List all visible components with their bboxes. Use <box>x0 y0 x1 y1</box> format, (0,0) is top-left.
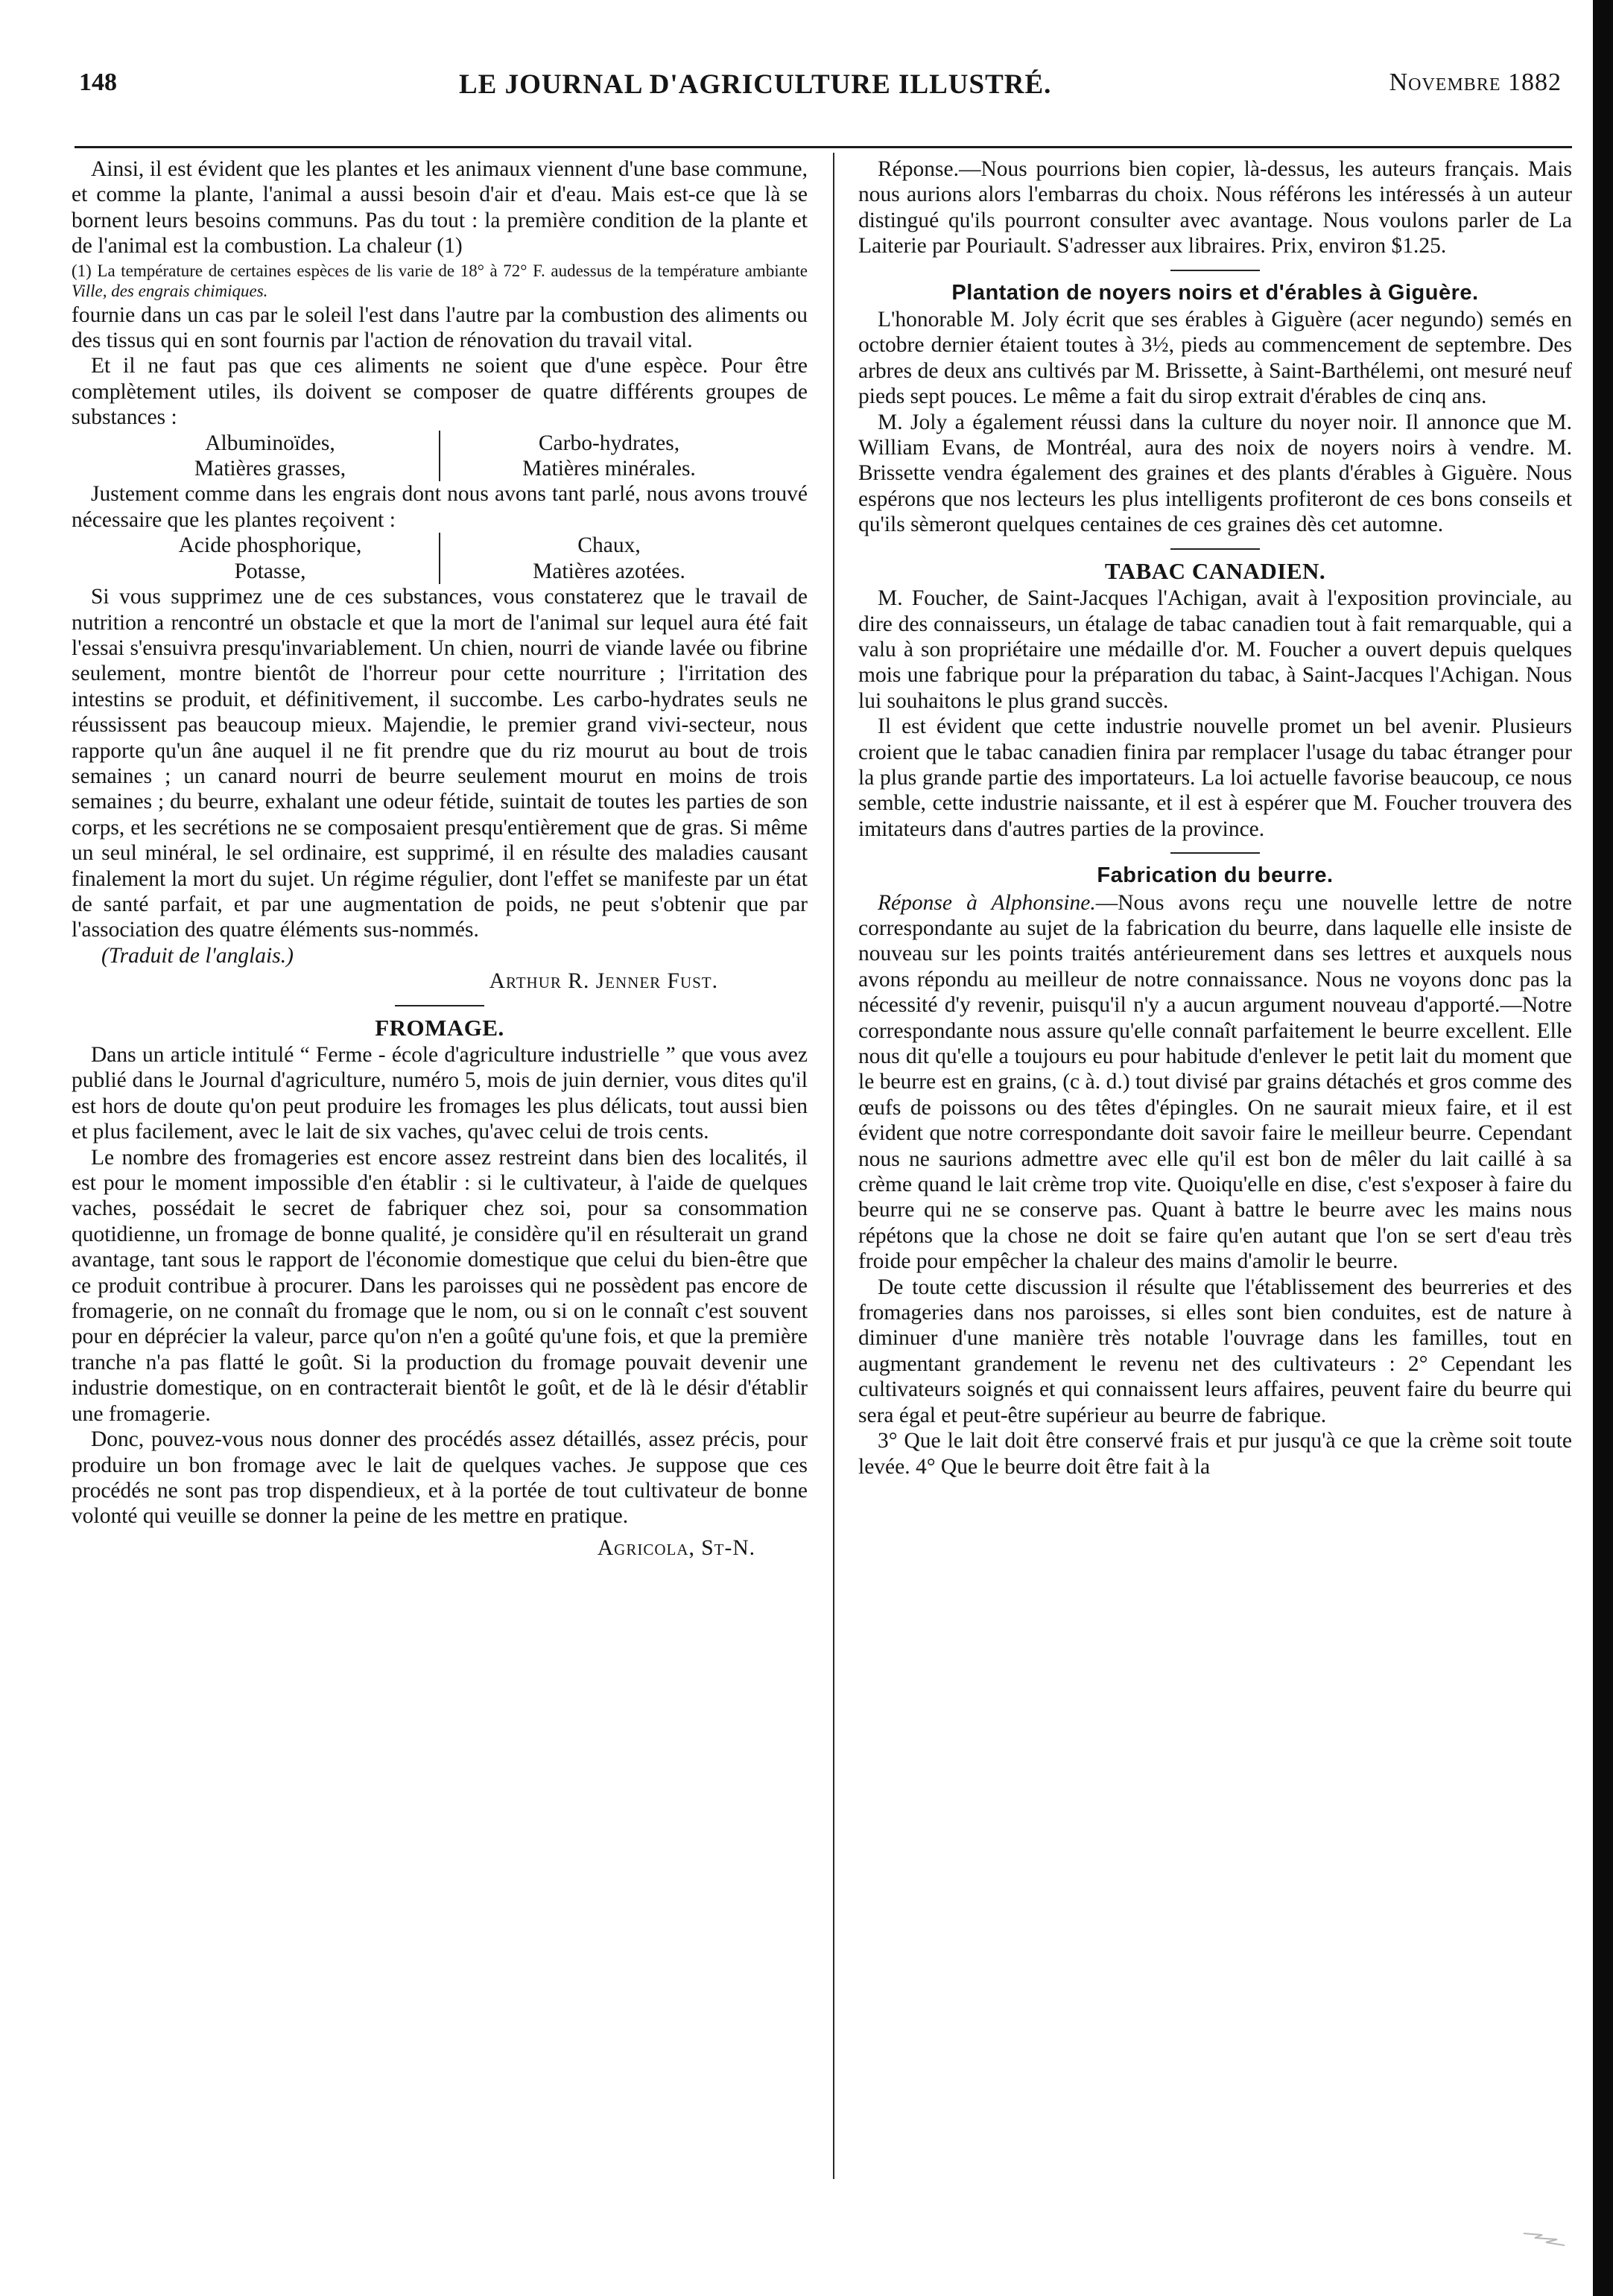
paragraph: M. Joly a également réussi dans la culture du noyer noir. Il annonce que M. William Evans, de Montréal, aura des noix de noyers noirs à vendre. M. Brissette vendra également des graines et des plants d'érables à Giguère. Nous espérons que nos lecteurs les plus intelligents profiteront de ces bons conseils et qu'ils sèmeront quelques centaines de ces graines dès cet automne. <box>858 410 1572 537</box>
column-divider <box>833 153 834 2179</box>
section-title-noyers: Plantation de noyers noirs et d'érables à Giguère. <box>951 280 1479 305</box>
paragraph: Ainsi, il est évident que les plantes et les animaux viennent d'une base commune, et comme la plante, l'animal a aussi besoin d'air et d'eau. Mais est-ce que là se bornent leurs besoins communs. Pas du tout : la première condition de la plante et de l'animal est la combustion. La chaleur (1) <box>72 157 808 259</box>
paragraph: L'honorable M. Joly écrit que ses érables à Giguère (acer negundo) semés en octobre dernier étaient toutes à 3½, pieds au commencement de septembre. Des arbres de deux ans cultivés par M. Brissette, à Saint-Barthélemi, ont mesuré neuf pieds sept pouces. Le même a fait du sirop extrait d'érables de cinq ans. <box>858 308 1572 409</box>
list-divider <box>439 456 440 481</box>
paragraph <box>858 890 1572 1275</box>
list-item: Acide phosphorique, <box>178 533 362 558</box>
right-column <box>858 156 1572 1480</box>
list-item: Matières grasses, <box>194 457 346 481</box>
list-divider <box>439 559 440 584</box>
list-item: Carbo-hydrates, <box>538 431 680 455</box>
section-separator <box>1170 852 1260 854</box>
list-item: Matières azotées. <box>533 559 685 583</box>
list-item: Matières minérales. <box>522 457 696 481</box>
section-separator <box>1170 548 1260 550</box>
list-item: Potasse, <box>234 559 306 583</box>
list-divider <box>439 533 440 558</box>
footnote <box>72 261 808 301</box>
footnote-text: (1) La température de certaines espèces de lis varie de 18° à 72° F. audessus de la température ambiante <box>72 261 808 280</box>
paragraph: fournie dans un cas par le soleil l'est dans l'autre par la combustion des aliments ou des tissus qui en sont fournis par l'action de rénovation du travail vital. <box>72 302 808 353</box>
list-item: Chaux, <box>577 533 641 558</box>
paragraph: Dans un article intitulé “ Ferme - école d'agriculture industrielle ” que vous avez publié dans le Journal d'agriculture, numéro 5, mois de juin dernier, vous dites qu'il est hors de doute qu'on peut produire les fromages les plus délicats, tout aussi bien et plus facilement, avec le lait de six vaches, qu'avec celui de trois cents. <box>72 1043 808 1144</box>
paragraph: Si vous supprimez une de ces substances, vous constaterez que le travail de nutrition a rencontré un obstacle et que la mort de l'animal sur lequel aura été fait l'essai s'ensuivra presqu'invariablement. Un chien, nourri de viande lavée ou fibrine seulement, montre bientôt de l'horreur pour cette nourriture ; l'irritation des intestins se produit, et définitivement, il succombe. Les carbo-hydrates seuls ne réussissent pas beaucoup mieux. Majendie, le premier grand vivi-secteur, nous rapporte qu'un âne auquel il ne fit prendre que du riz mourut au bout de trois semaines ; un canard nourri de beurre seulement mourut en moins de trois semaines ; du beurre, exhalant une odeur fétide, suintait de toutes les parties de son corps, et les secrétions ne se composaient presqu'entièrement que de gras. Si même un seul minéral, le sel ordinaire, est supprimé, il en résulte des maladies causant finalement la mort du sujet. Un régime régulier, dont l'effet se manifeste par un état de santé parfait, et par une augmentation de poids, ne peut s'obtenir que par l'association des quatre éléments sus-nommés. <box>72 585 808 942</box>
section-separator <box>1170 270 1260 271</box>
scan-smudge <box>1520 2227 1572 2250</box>
paragraph: Réponse.—Nous pourrions bien copier, là-dessus, les auteurs français. Mais nous aurions alors l'embarras du choix. Nous référons les intéressés à un auteur distingué qu'ils pourront consulter avec avantage. Nous voulons parler de La Laiterie par Pouriault. S'adresser aux libraires. Prix, environ $1.25. <box>858 157 1572 259</box>
header-rule <box>75 146 1572 148</box>
section-separator <box>395 1005 484 1006</box>
paragraph: Et il ne faut pas que ces aliments ne soient que d'une espèce. Pour être complètement utiles, ils doivent se composer de quatre différents groupes de substances : <box>72 354 808 430</box>
paragraph: Justement comme dans les engrais dont nous avons tant parlé, nous avons trouvé nécessaire que les plantes reçoivent : <box>72 482 808 532</box>
fertilizer-list <box>72 533 808 584</box>
author-signature: Arthur R. Jenner Fust. <box>489 969 718 994</box>
section-title-tabac: TABAC CANADIEN. <box>1104 557 1326 584</box>
paragraph: M. Foucher, de Saint-Jacques l'Achigan, avait à l'exposition provinciale, au dire des connaisseurs, un étalage de tabac canadien tout à fait remarquable, qui a valu à son propriétaire une médaille d'or. M. Foucher a ouvert depuis quelques mois une fabrique pour la préparation du tabac, à Saint-Jacques l'Achigan. Nous lui souhaitons le plus grand succès. <box>858 586 1572 713</box>
page-header <box>72 69 1562 113</box>
paragraph: Donc, pouvez-vous nous donner des procédés assez détaillés, assez précis, pour produire un bon fromage avec le lait de quelques vaches. Je suppose que ces procédés ne sont pas trop dispendieux, et à la portée de tout cultivateur de bonne volonté qui veuille se donner la peine de les mettre en pratique. <box>72 1427 808 1529</box>
issue-date: Novembre 1882 <box>1389 69 1562 96</box>
journal-title: LE JOURNAL D'AGRICULTURE ILLUSTRÉ. <box>459 69 1052 100</box>
letter-signature: Agricola, St-N. <box>597 1535 755 1560</box>
footnote-source: Ville, des engrais chimiques. <box>72 281 268 300</box>
reply-text: —Nous avons reçu une nouvelle lettre de notre correspondante au sujet de la fabrication du beurre, dans laquelle elle insiste de nouveau sur les points traités antérieurement dans ses lettres et auxquels nous avons répondu au meilleur de notre connaissance. Nous ne voyons donc pas la nécessité d'y revenir, puisqu'il n'y a aucun argument nouveau d'apporté.—Notre correspondante nous assure qu'elle connaît parfaitement le beurre excellent. Elle nous dit qu'elle a toujours eu pour habitude d'enlever le petit lait du moment que le beurre est en grains, (c à. d.) tout divisé par grains détachés et gros comme des œufs de poissons ou des têtes d'épingles. On ne saurait mieux faire, et il est évident que notre correspondante doit savoir faire le meilleur beurre. Cependant nous ne saurions admettre avec elle qu'il est bon de mêler du lait caillé à sa crème quand le lait crème trop vite. Quoiqu'elle en dise, c'est s'exposer à faire du beurre qui ne se conserve pas. Quant à battre le beurre avec les mains nous répétons que la chose ne doit se faire qu'en autant que l'on se sert d'eau très froide pour empêcher la chaleur des mains d'amolir le beurre. <box>858 890 1572 1274</box>
section-title-fromage: FROMAGE. <box>375 1014 504 1041</box>
section-title-beurre: Fabrication du beurre. <box>1097 863 1334 888</box>
list-divider <box>439 431 440 456</box>
paragraph: Le nombre des fromageries est encore assez restreint dans bien des localités, il est pour le moment impossible d'en établir : si le cultivateur, à l'aide de quelques vaches, possédait le secret de fabriquer chez soi, pour sa consommation quotidienne, un fromage de bonne qualité, je considère qu'il en résulterait un grand avantage, tant sous le rapport de l'économie domestique que celui du bien-être que ce produit contribue à procurer. Dans les paroisses qui ne possèdent pas encore de fromagerie, on ne connaît du fromage que le nom, ou si on le connaît c'est souvent pour en déprécier la valeur, parce qu'on n'en a goûté qu'une fois, et que la première tranche n'a pas flatté le goût. Si la production du fromage pouvait devenir une industrie domestique, on en contracterait bientôt le goût, et de là le désir d'établir une fromagerie. <box>72 1145 808 1426</box>
list-item: Albuminoïdes, <box>205 431 335 455</box>
substances-list <box>72 431 808 482</box>
translation-note: (Traduit de l'anglais.) <box>101 943 294 968</box>
page-number: 148 <box>79 69 117 96</box>
paragraph: 3° Que le lait doit être conservé frais et pur jusqu'à ce que la crème soit toute levée. 4° Que le beurre doit être fait à la <box>858 1429 1572 1479</box>
paragraph: Il est évident que cette industrie nouvelle promet un bel avenir. Plusieurs croient que le tabac canadien finira par remplacer l'usage du tabac étranger pour la plus grande partie des importateurs. La loi actuelle favorise beaucoup, ce nous semble, cette industrie naissante, et il est à espérer que M. Foucher trouvera des imitateurs dans d'autres parties de la province. <box>858 714 1572 841</box>
paragraph: De toute cette discussion il résulte que l'établissement des beurreries et des fromageries dans nos paroisses, si elles sont bien conduites, est de nature à diminuer d'une manière très notable l'ouvrage dans les familles, tout en augmentant grandement le revenu net des cultivateurs : 2° Cependant les cultivateurs soignés et qui connaissent leurs affaires, peuvent faire du beurre qui sera égal et peut-être supérieur au beurre de fabrique. <box>858 1275 1572 1427</box>
reply-lead: Réponse à Alphonsine. <box>878 890 1096 915</box>
left-column <box>72 156 808 1561</box>
scan-edge-shadow <box>1593 0 1613 2296</box>
